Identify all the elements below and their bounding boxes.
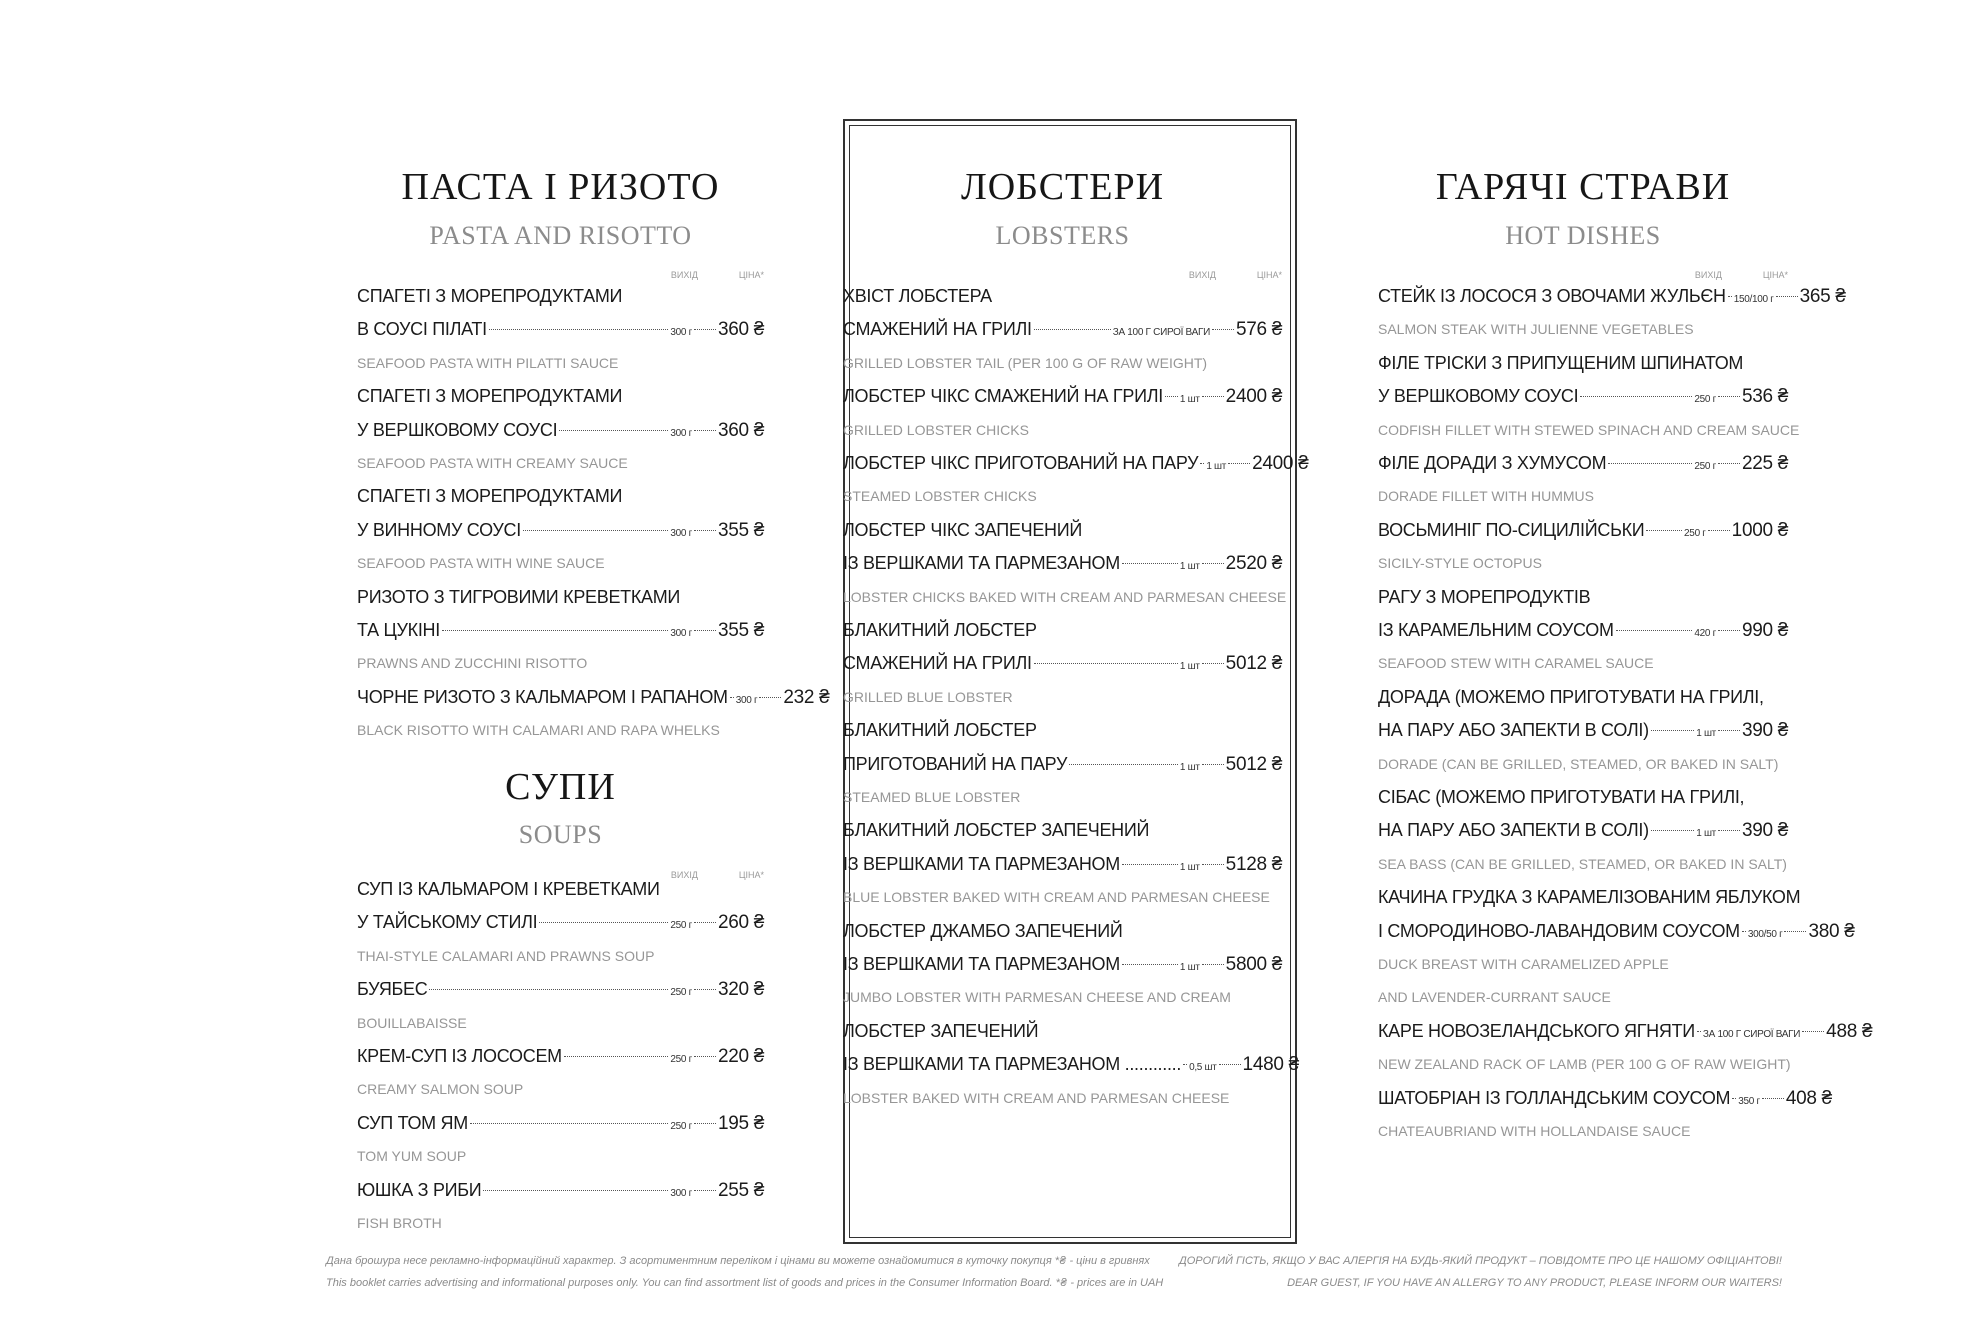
dot-leader [694, 430, 716, 431]
dish-name-english: LOBSTER CHICKS BAKED WITH CREAM AND PARMESAN CHEESE [843, 588, 1287, 605]
yield-header: ВИХІД [670, 870, 698, 880]
footer-disclaimer-ua: Дана брошура несе рекламно-інформаційний характер. З асортиментним переліком і цінами ви можете ознайомитися в куточку покупця *₴ - ціни в гривнях [326, 1255, 1150, 1267]
dot-leader [694, 1056, 716, 1057]
dish-price: 390 ₴ [1741, 720, 1788, 742]
dish-price: 408 ₴ [1785, 1087, 1832, 1109]
menu-item-row [843, 314, 1282, 344]
dish-name-english: BLACK RISOTTO WITH CALAMARI AND RAPA WHELKS [357, 722, 720, 739]
dot-leader [1122, 563, 1178, 564]
dish-name-line: СУП ІЗ КАЛЬМАРОМ І КРЕВЕТКАМИ [357, 879, 660, 899]
dot-leader [1580, 396, 1692, 397]
dish-yield: 300/50 г [1747, 928, 1783, 940]
dish-name-english: GRILLED LOBSTER CHICKS [843, 421, 1029, 438]
dish-price: 1480 ₴ [1242, 1054, 1299, 1076]
footer-allergy-note [1179, 1250, 1782, 1294]
dish-price: 5800 ₴ [1225, 954, 1282, 975]
dot-leader [539, 922, 668, 923]
dot-leader [1608, 463, 1692, 464]
dish-price: 990 ₴ [1741, 620, 1788, 641]
dish-name-english: STEAMED BLUE LOBSTER [843, 789, 1021, 805]
dot-leader [1183, 1064, 1187, 1065]
dish-name-english: CHATEAUBRIAND WITH HOLLANDAISE SAUCE [1378, 1123, 1691, 1139]
pasta-title: ПАСТА І РИЗОТО [401, 166, 720, 208]
dish-name: ЮШКА З РИБИ [357, 1179, 482, 1200]
dot-leader [1646, 530, 1682, 531]
menu-item-row [357, 615, 764, 645]
dish-price: 2400 ₴ [1252, 453, 1309, 474]
menu-item-row [357, 1041, 764, 1071]
dish-name: НА ПАРУ АБО ЗАПЕКТИ В СОЛІ) [1378, 820, 1649, 841]
dish-name: СТЕЙК ІЗ ЛОСОСЯ З ОВОЧАМИ ЖУЛЬЄН [1378, 286, 1726, 306]
menu-item-row [1378, 381, 1788, 411]
menu-item-row [843, 749, 1282, 779]
dot-leader [1742, 931, 1746, 932]
menu-item-row [843, 381, 1282, 411]
dot-leader [1228, 463, 1250, 464]
dish-price: 2400 ₴ [1225, 386, 1282, 408]
dish-price: 360 ₴ [717, 419, 764, 441]
menu-item-row [357, 907, 764, 937]
dot-leader [470, 1123, 668, 1124]
menu-item-row [843, 548, 1282, 578]
dot-leader [1202, 563, 1224, 564]
dish-yield: 1 шт [1696, 728, 1716, 740]
dot-leader [1616, 630, 1693, 631]
dish-price: 320 ₴ [717, 979, 764, 1001]
menu-item-row [843, 1049, 1299, 1079]
dish-name-english: TOM YUM SOUP [357, 1148, 467, 1165]
dish-name: У ВЕРШКОВОМУ СОУСІ [1378, 386, 1579, 407]
hot-dishes-title: ГАРЯЧІ СТРАВИ [1435, 166, 1731, 208]
menu-item-row [843, 448, 1309, 478]
menu-item-row [843, 648, 1282, 678]
menu-item-row [1378, 615, 1788, 645]
dish-yield: 250 г [670, 1054, 692, 1065]
dish-name-english: GRILLED LOBSTER TAIL (PER 100 G OF RAW WEIGHT) [843, 354, 1208, 371]
dish-yield: 300 г [670, 327, 692, 339]
dish-name-line: РИЗОТО З ТИГРОВИМИ КРЕВЕТКАМИ [357, 586, 681, 607]
dish-name-line: СІБАС (МОЖЕМО ПРИГОТУВАТИ НА ГРИЛІ, [1378, 787, 1745, 807]
dot-leader [523, 530, 668, 531]
dish-yield: ЗА 100 Г СИРОЇ ВАГИ [1702, 1028, 1801, 1040]
dish-yield: 420 г [1694, 628, 1716, 639]
menu-item-row [357, 515, 764, 545]
dish-name: БУЯБЕС [357, 979, 428, 1000]
dish-name-english: BLUE LOBSTER BAKED WITH CREAM AND PARMESAN CHEESE [843, 889, 1270, 906]
dish-yield: 250 г [670, 987, 692, 999]
dish-name-english: DORADE FILLET WITH HUMMUS [1378, 488, 1594, 505]
dish-name-line: ХВІСТ ЛОБСТЕРА [843, 286, 992, 306]
dot-leader [694, 1123, 716, 1124]
dish-name: ІЗ ВЕРШКАМИ ТА ПАРМЕЗАНОМ [843, 954, 1120, 974]
dot-leader [759, 697, 781, 698]
dish-name-line: СПАГЕТІ З МОРЕПРОДУКТАМИ [357, 486, 623, 507]
dot-leader [1202, 396, 1224, 397]
dish-name-english: BOUILLABAISSE [357, 1014, 467, 1031]
soups-subtitle: SOUPS [518, 820, 603, 849]
dot-leader [694, 630, 716, 631]
dish-price: 195 ₴ [717, 1112, 764, 1134]
dot-leader [694, 1190, 716, 1191]
dish-price: 355 ₴ [717, 519, 764, 541]
dish-name: КРЕМ-СУП ІЗ ЛОСОСЕМ [357, 1046, 562, 1066]
dot-leader [1034, 329, 1111, 330]
dish-price: 365 ₴ [1799, 286, 1846, 307]
dish-price: 380 ₴ [1808, 920, 1855, 942]
dish-yield: 1 шт [1179, 394, 1200, 406]
dish-name: ШАТОБРІАН ІЗ ГОЛЛАНДСЬКИМ СОУСОМ [1378, 1087, 1731, 1108]
dot-leader [694, 922, 716, 923]
dot-leader [1034, 663, 1178, 664]
dish-yield: 300 г [735, 694, 758, 706]
dot-leader [429, 989, 668, 990]
dot-leader [1728, 296, 1732, 297]
dish-yield: 250 г [1694, 394, 1716, 406]
dish-price: 5012 ₴ [1225, 653, 1282, 675]
dot-leader [559, 430, 668, 431]
dot-leader [1718, 396, 1740, 397]
menu-item-row [1378, 1083, 1832, 1113]
menu-item-row [357, 1108, 764, 1138]
dish-name: ІЗ ВЕРШКАМИ ТА ПАРМЕЗАНОМ ............ [843, 1054, 1182, 1075]
dish-price: 390 ₴ [1741, 820, 1788, 842]
dot-leader [1069, 764, 1178, 765]
dish-name-english: FISH BROTH [357, 1215, 442, 1231]
dot-leader [694, 530, 716, 531]
dish-yield: 1 шт [1179, 661, 1200, 673]
dish-name: СУП ТОМ ЯМ [357, 1112, 468, 1133]
dot-leader [1219, 1064, 1241, 1065]
dot-leader [1718, 630, 1740, 631]
dish-name-english: SEAFOOD PASTA WITH PILATTI SAUCE [357, 354, 619, 371]
dish-name: ПРИГОТОВАНИЙ НА ПАРУ [843, 753, 1068, 774]
dish-price: 360 ₴ [717, 319, 764, 341]
dish-price: 225 ₴ [1741, 453, 1788, 474]
dish-name-english: DORADE (CAN BE GRILLED, STEAMED, OR BAKED IN SALT) [1378, 755, 1779, 772]
dish-name: У ТАЙСЬКОМУ СТИЛІ [357, 912, 538, 933]
dish-name-line: ДОРАДА (МОЖЕМО ПРИГОТУВАТИ НА ГРИЛІ, [1378, 686, 1764, 707]
menu-item-row [1378, 815, 1788, 845]
dish-name-english: PRAWNS AND ZUCCHINI RISOTTO [357, 655, 588, 672]
dish-price: 355 ₴ [717, 620, 764, 641]
footer-allergy-ua: ДОРОГИЙ ГІСТЬ, ЯКЩО У ВАС АЛЕРГІЯ НА БУДЬ-ЯКИЙ ПРОДУКТ – ПОВІДОМТЕ ПРО ЦЕ НАШОМУ ОФІЦІАНТОВІ! [1178, 1255, 1782, 1267]
dish-yield: 300 г [670, 427, 692, 439]
dot-leader [1651, 730, 1694, 731]
dot-leader [1202, 663, 1224, 664]
menu-item-row [357, 314, 764, 344]
dish-price: 232 ₴ [783, 686, 830, 708]
dot-leader [1802, 1031, 1824, 1032]
dish-price: 255 ₴ [717, 1179, 764, 1201]
pasta-subtitle: PASTA AND RISOTTO [429, 221, 692, 250]
dish-price: 2520 ₴ [1225, 553, 1282, 575]
lobsters-title: ЛОБСТЕРИ [960, 166, 1165, 208]
dish-name: ТА ЦУКІНІ [357, 620, 440, 640]
dish-yield: 300 г [670, 628, 692, 639]
dot-leader [1776, 296, 1798, 297]
dot-leader [694, 329, 716, 330]
dish-name-line: ФІЛЕ ТРІСКИ З ПРИПУЩЕНИМ ШПИНАТОМ [1378, 352, 1744, 373]
hot-dishes-subtitle: HOT DISHES [1505, 221, 1661, 250]
menu-item-row [843, 949, 1282, 979]
dish-yield: 350 г [1738, 1095, 1760, 1107]
dish-name-english: LOBSTER BAKED WITH CREAM AND PARMESAN CHEESE [843, 1089, 1230, 1106]
dish-name-english: AND LAVENDER-CURRANT SAUCE [1378, 989, 1611, 1006]
dish-name: ФІЛЕ ДОРАДИ З ХУМУСОМ [1378, 453, 1607, 473]
dish-price: 536 ₴ [1741, 386, 1788, 408]
menu-item-row [1378, 916, 1855, 946]
dish-name-english: DUCK BREAST WITH CARAMELIZED APPLE [1378, 956, 1669, 972]
dish-name: У ВИННОМУ СОУСІ [357, 519, 521, 540]
menu-item-row [1378, 281, 1846, 311]
dish-name: ІЗ ВЕРШКАМИ ТА ПАРМЕЗАНОМ [843, 853, 1120, 874]
dish-yield: 250 г [670, 920, 692, 932]
dish-price: 488 ₴ [1826, 1020, 1873, 1042]
dish-name-english: SEAFOOD STEW WITH CARAMEL SAUCE [1378, 655, 1654, 672]
dish-name: КАРЕ НОВОЗЕЛАНДСЬКОГО ЯГНЯТИ [1378, 1020, 1695, 1041]
dish-name: ЧОРНЕ РИЗОТО З КАЛЬМАРОМ І РАПАНОМ [357, 686, 728, 707]
dish-yield: 250 г [1694, 461, 1716, 472]
footer-disclaimer [326, 1250, 1163, 1294]
price-header: ЦІНА* [738, 270, 764, 280]
dish-name-line: ЛОБСТЕР ЧІКС ЗАПЕЧЕНИЙ [843, 519, 1083, 540]
dot-leader [1708, 530, 1730, 531]
price-header: ЦІНА* [1256, 270, 1282, 280]
dish-yield: 300 г [670, 527, 692, 539]
dot-leader [489, 329, 669, 330]
dish-name-english: SALMON STEAK WITH JULIENNE VEGETABLES [1378, 321, 1694, 338]
menu-item-row [357, 1175, 764, 1205]
menu-item-row [1378, 1016, 1873, 1046]
menu-item-row [357, 415, 764, 445]
soups-title: СУПИ [505, 766, 616, 808]
dish-name-english: THAI-STYLE CALAMARI AND PRAWNS SOUP [357, 947, 655, 964]
footer-disclaimer-en: This booklet carries advertising and informational purposes only. You can find assortment list of goods and prices in the Consumer Information Board. *₴ - prices are in UAH [326, 1277, 1164, 1289]
dish-yield: ЗА 100 Г СИРОЇ ВАГИ [1112, 327, 1210, 339]
menu-item-row [357, 682, 830, 712]
dot-leader [1732, 1098, 1736, 1099]
dish-yield: 1 шт [1179, 861, 1200, 873]
dish-name: І СМОРОДИНОВО-ЛАВАНДОВИМ СОУСОМ [1378, 920, 1740, 941]
lobsters-subtitle: LOBSTERS [995, 221, 1130, 250]
dot-leader [1202, 964, 1224, 965]
dish-name: ЛОБСТЕР ЧІКС СМАЖЕНИЙ НА ГРИЛІ [843, 386, 1163, 407]
dish-name: ІЗ КАРАМЕЛЬНИМ СОУСОМ [1378, 620, 1614, 640]
dish-name-english: SEAFOOD PASTA WITH WINE SAUCE [357, 555, 605, 572]
dot-leader [1202, 864, 1224, 865]
dot-leader [1718, 730, 1740, 731]
dish-name: СМАЖЕНИЙ НА ГРИЛІ [843, 319, 1032, 340]
dish-name-line: БЛАКИТНИЙ ЛОБСТЕР [843, 620, 1037, 640]
dish-name: У ВЕРШКОВОМУ СОУСІ [357, 419, 558, 440]
dish-name-english: NEW ZEALAND RACK OF LAMB (PER 100 G OF RAW WEIGHT) [1378, 1056, 1791, 1073]
price-header: ЦІНА* [738, 870, 764, 880]
dish-yield: 1 шт [1179, 962, 1200, 973]
yield-header: ВИХІД [670, 270, 698, 280]
menu-item-row [1378, 448, 1788, 478]
dish-yield: 1 шт [1696, 828, 1716, 840]
dish-name-english: CODFISH FILLET WITH STEWED SPINACH AND CREAM SAUCE [1378, 421, 1800, 438]
dish-price: 5128 ₴ [1225, 853, 1282, 875]
dot-leader [730, 697, 734, 698]
menu-item-row [1378, 715, 1788, 745]
dish-price: 5012 ₴ [1225, 753, 1282, 775]
menu-item-row [1378, 515, 1788, 545]
yield-header: ВИХІД [1694, 270, 1722, 280]
menu-item-row [357, 974, 764, 1004]
dish-name-english: SEAFOOD PASTA WITH CREAMY SAUCE [357, 455, 628, 471]
dish-yield: 150/100 г [1733, 294, 1774, 305]
dish-name-line: РАГУ З МОРЕПРОДУКТІВ [1378, 586, 1591, 607]
dot-leader [564, 1056, 668, 1057]
dish-yield: 250 г [1684, 527, 1706, 539]
dot-leader [1212, 329, 1234, 330]
dish-name-line: КАЧИНА ГРУДКА З КАРАМЕЛІЗОВАНИМ ЯБЛУКОМ [1378, 887, 1801, 908]
dish-name-english: JUMBO LOBSTER WITH PARMESAN CHEESE AND CREAM [843, 989, 1231, 1006]
dot-leader [694, 989, 716, 990]
dot-leader [1762, 1098, 1784, 1099]
dish-price: 576 ₴ [1235, 319, 1282, 341]
dish-name-english: STEAMED LOBSTER CHICKS [843, 488, 1037, 505]
dish-name-line: СПАГЕТІ З МОРЕПРОДУКТАМИ [357, 386, 623, 407]
dish-name: В СОУСІ ПІЛАТІ [357, 319, 487, 340]
dish-price: 220 ₴ [717, 1046, 764, 1067]
dish-name-english: SEA BASS (CAN BE GRILLED, STEAMED, OR BAKED IN SALT) [1378, 855, 1787, 872]
dot-leader [1718, 830, 1740, 831]
dish-price: 260 ₴ [717, 912, 764, 934]
dish-name-line: БЛАКИТНИЙ ЛОБСТЕР [843, 720, 1037, 741]
dot-leader [1122, 964, 1178, 965]
dot-leader [1784, 931, 1806, 932]
dish-name: НА ПАРУ АБО ЗАПЕКТИ В СОЛІ) [1378, 720, 1649, 741]
dish-yield: 1 шт [1179, 761, 1200, 773]
dish-name: ЛОБСТЕР ЧІКС ПРИГОТОВАНИЙ НА ПАРУ [843, 453, 1199, 473]
dish-yield: 1 шт [1206, 461, 1227, 472]
dish-yield: 250 г [670, 1120, 692, 1132]
dish-name-english: GRILLED BLUE LOBSTER [843, 688, 1013, 705]
dot-leader [1122, 864, 1178, 865]
dot-leader [1718, 463, 1740, 464]
dish-name-line: СПАГЕТІ З МОРЕПРОДУКТАМИ [357, 286, 623, 306]
menu-item-row [843, 849, 1282, 879]
dish-name-english: CREAMY SALMON SOUP [357, 1081, 524, 1098]
footer-allergy-en: DEAR GUEST, IF YOU HAVE AN ALLERGY TO ANY PRODUCT, PLEASE INFORM OUR WAITERS! [1287, 1277, 1782, 1289]
yield-header: ВИХІД [1188, 270, 1216, 280]
dot-leader [1651, 830, 1694, 831]
dish-yield: 0,5 шт [1189, 1062, 1217, 1074]
dish-name-line: ЛОБСТЕР ДЖАМБО ЗАПЕЧЕНИЙ [843, 920, 1123, 941]
dish-name-line: БЛАКИТНИЙ ЛОБСТЕР ЗАПЕЧЕНИЙ [843, 820, 1150, 841]
dish-name-line: ЛОБСТЕР ЗАПЕЧЕНИЙ [843, 1020, 1039, 1041]
dot-leader [1165, 396, 1178, 397]
dish-yield: 300 г [670, 1187, 692, 1199]
dish-name: ІЗ ВЕРШКАМИ ТА ПАРМЕЗАНОМ [843, 553, 1120, 574]
dot-leader [1200, 463, 1204, 464]
dish-name-english: SICILY-STYLE OCTOPUS [1378, 555, 1542, 572]
dot-leader [1202, 764, 1224, 765]
price-header: ЦІНА* [1762, 270, 1788, 280]
dish-yield: 1 шт [1179, 561, 1200, 573]
dish-price: 1000 ₴ [1731, 519, 1788, 541]
dish-name: ВОСЬМИНІГ ПО-СИЦИЛІЙСЬКИ [1378, 519, 1645, 540]
dish-name: СМАЖЕНИЙ НА ГРИЛІ [843, 653, 1032, 674]
dot-leader [1697, 1031, 1701, 1032]
dot-leader [442, 630, 668, 631]
dot-leader [483, 1190, 668, 1191]
